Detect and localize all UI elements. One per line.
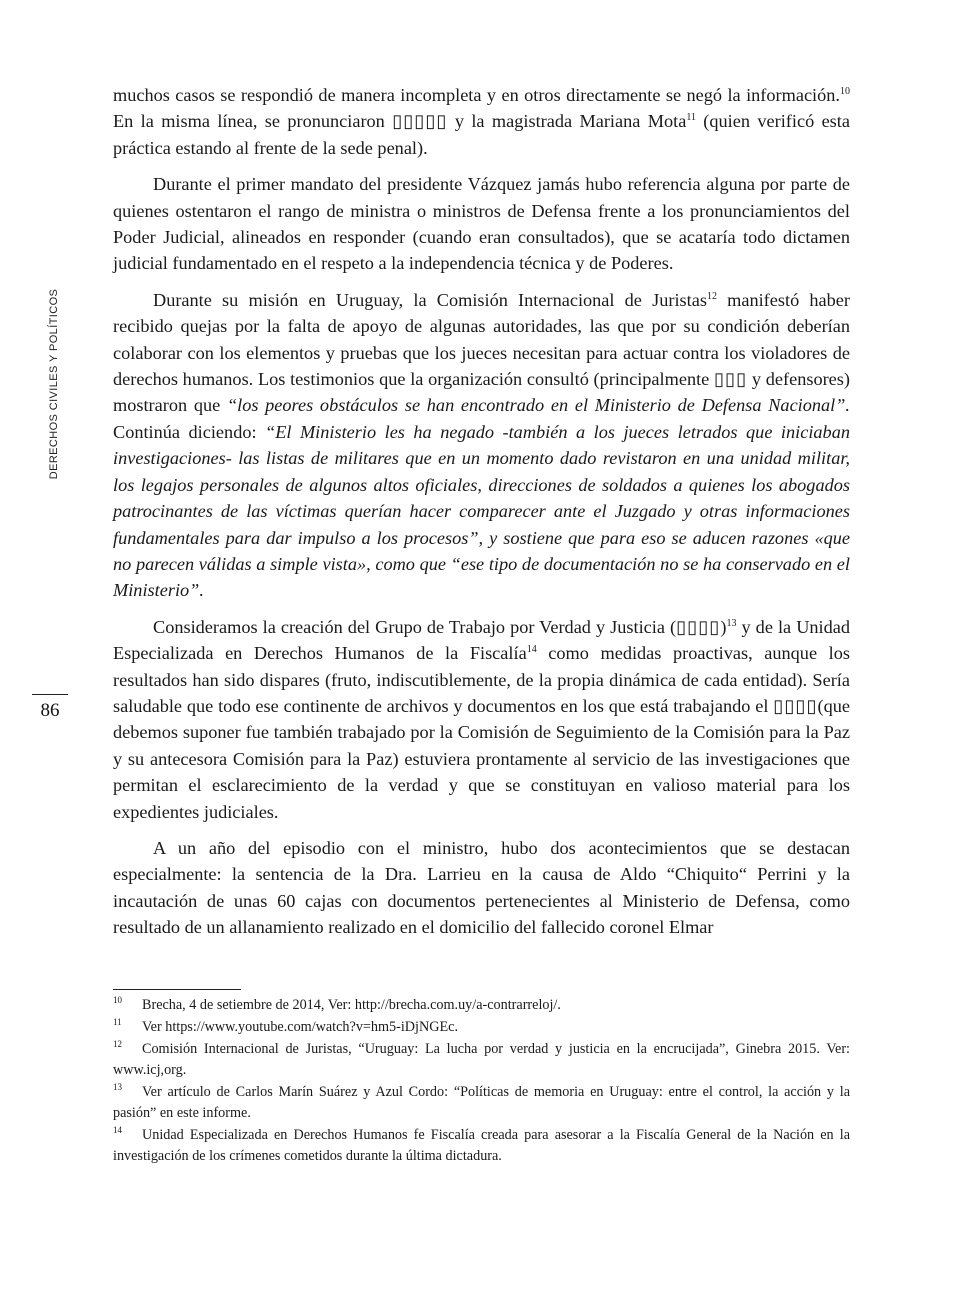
text-run: muchos casos se respondió de manera incompleta y en otros directamente se negó la información. — [113, 85, 840, 105]
footnote-separator — [113, 989, 241, 990]
section-label: DERECHOS CIVILES Y POLÍTICOS — [48, 288, 60, 480]
text-run: Continúa diciendo: — [113, 421, 266, 442]
text-run: Consideramos la creación del Grupo de Trabajo por Verdad y Justicia ( — [153, 616, 677, 637]
text-run: manifestó haber recibido quejas por la falta de apoyo de algunas autoridades, las que por su condición deberían colaborar con los elementos y pruebas que los jueces necesitan para actuar contra los violadores de derechos humanos. Los testimonios que la organización consultó (principalmente — [113, 289, 850, 390]
footnote-text: Ver https://www.youtube.com/watch?v=hm5-iDjNGEc. — [142, 1019, 458, 1035]
text-run: Durante su misión en Uruguay, la Comisión Internacional de Juristas — [153, 289, 707, 310]
footnote-text: Ver artículo de Carlos Marín Suárez y Azul Cordo: “Políticas de memoria en Uruguay: entre el control, la acción y la pasión” en este informe. — [113, 1084, 850, 1121]
text-run: como medidas proactivas, aunque los resultados han sido dispares (fruto, indiscutiblemente, de la propia dinámica de cada entidad). Sería saludable que todo ese continente de archivos y documentos en los que está trabajando el — [113, 643, 850, 716]
footnote-text: Comisión Internacional de Juristas, “Uruguay: La lucha por verdad y justicia en la encrucijada”, Ginebra 2015. Ver: www.icj,org. — [113, 1041, 850, 1078]
footnote-ref-11[interactable]: 11 — [686, 112, 696, 124]
text-run: (que debemos suponer fue también trabajado por la Comisión de Seguimiento de la Comisión para la Paz y su antecesora Comisión para la Paz) estuviera prontamente al servicio de las investigaciones que permitan el esclarecimiento de la verdad y que se constituyan en valioso material para los expedientes judiciales. — [113, 695, 850, 822]
footnote-ref-13[interactable]: 13 — [726, 617, 737, 629]
quote-italic: “los peores obstáculos se han encontrado en el Ministerio de Defensa Nacional”. — [226, 395, 850, 416]
redacted-text: ▯▯▯▯▯ — [392, 111, 448, 132]
footnote-ref-14[interactable]: 14 — [526, 644, 537, 656]
text-run: y defensores) mostraron que — [113, 369, 851, 416]
footnote-10: 10 Brecha, 4 de setiembre de 2014, Ver: http://brecha.com.uy/a-contrarreloj/. — [113, 995, 561, 1013]
text-run: (quien verificó esta práctica estando al frente de la sede penal). — [113, 111, 850, 158]
footnote-13: 13 Ver artículo de Carlos Marín Suárez y Azul Cordo: “Políticas de memoria en Uruguay: entre el control, la acción y la pasión” en este informe. — [113, 1082, 850, 1121]
text-run: y de la Unidad Especializada en Derechos Humanos de la Fiscalía — [113, 616, 851, 664]
paragraph-3 — [113, 287, 850, 604]
footnotes — [113, 995, 850, 1168]
quote-italic: “El Ministerio les ha negado -también a los jueces letrados que iniciaban investigaciones- las listas de militares que en un momento dado revistaron en una unidad militar, los legajos personales de algunos altos oficiales, direcciones de soldados a quienes los abogados patrocinantes de las víctimas querían hacer comparecer ante el Juzgado y otras informaciones fundamentales para dar impulso a los procesos”, y sostiene que para eso se aducen razones «que no parecen válidas a simple vista», como que “ese tipo de documentación no se ha conservado en el Ministerio”. — [113, 421, 850, 601]
paragraph-1 — [113, 82, 850, 161]
paragraph-4 — [113, 614, 850, 825]
paragraph-2: Durante el primer mandato del presidente Vázquez jamás hubo referencia alguna por parte de quienes ostentaron el rango de ministra o ministros de Defensa frente a los pronunciamientos del Poder Judicial, alineados en responder (cuando eran consultados), que se acataría todo dictamen judicial fundamentado en el respeto a la independencia técnica y de Poderes. — [113, 174, 850, 274]
paragraph-5: A un año del episodio con el ministro, hubo dos acontecimientos que se destacan especialmente: la sentencia de la Dra. Larrieu en la causa de Aldo “Chiquito“ Perrini y la incautación de unas 60 cajas con documentos pertenecientes al Ministerio de Defensa, como resultado de un allanamiento realizado en el domicilio del fallecido coronel Elmar — [113, 837, 850, 938]
body-text — [113, 82, 850, 951]
footnote-text: Unidad Especializada en Derechos Humanos fe Fiscalía creada para asesorar a la Fiscalía General de la Nación en la investigación de los crímenes cometidos durante la última dictadura. — [113, 1127, 850, 1164]
page-number-rule — [32, 694, 68, 695]
page-number: 86 — [40, 700, 60, 721]
footnote-11: 11 Ver https://www.youtube.com/watch?v=hm5-iDjNGEc. — [113, 1017, 458, 1035]
text-run: ) — [720, 616, 727, 637]
redacted-text: ▯▯▯▯ — [773, 695, 818, 716]
section-running-header — [46, 285, 62, 483]
text-run: En la misma línea, se pronunciaron — [113, 111, 393, 132]
text-run: y la magistrada Mariana Mota — [447, 111, 687, 132]
footnote-14: 14 Unidad Especializada en Derechos Humanos fe Fiscalía creada para asesorar a la Fiscalía General de la Nación en la investigación de los crímenes cometidos durante la última dictadura. — [113, 1125, 850, 1164]
footnote-ref-12[interactable]: 12 — [706, 290, 717, 302]
redacted-text: ▯▯▯▯ — [676, 616, 721, 637]
footnote-12: 12 Comisión Internacional de Juristas, “Uruguay: La lucha por verdad y justicia en la encrucijada”, Ginebra 2015. Ver: www.icj,org. — [113, 1039, 850, 1078]
redacted-text: ▯▯▯ — [714, 369, 748, 390]
footnote-ref-10[interactable]: 10 — [840, 85, 850, 97]
footnote-text: Brecha, 4 de setiembre de 2014, Ver: http://brecha.com.uy/a-contrarreloj/. — [142, 997, 561, 1013]
